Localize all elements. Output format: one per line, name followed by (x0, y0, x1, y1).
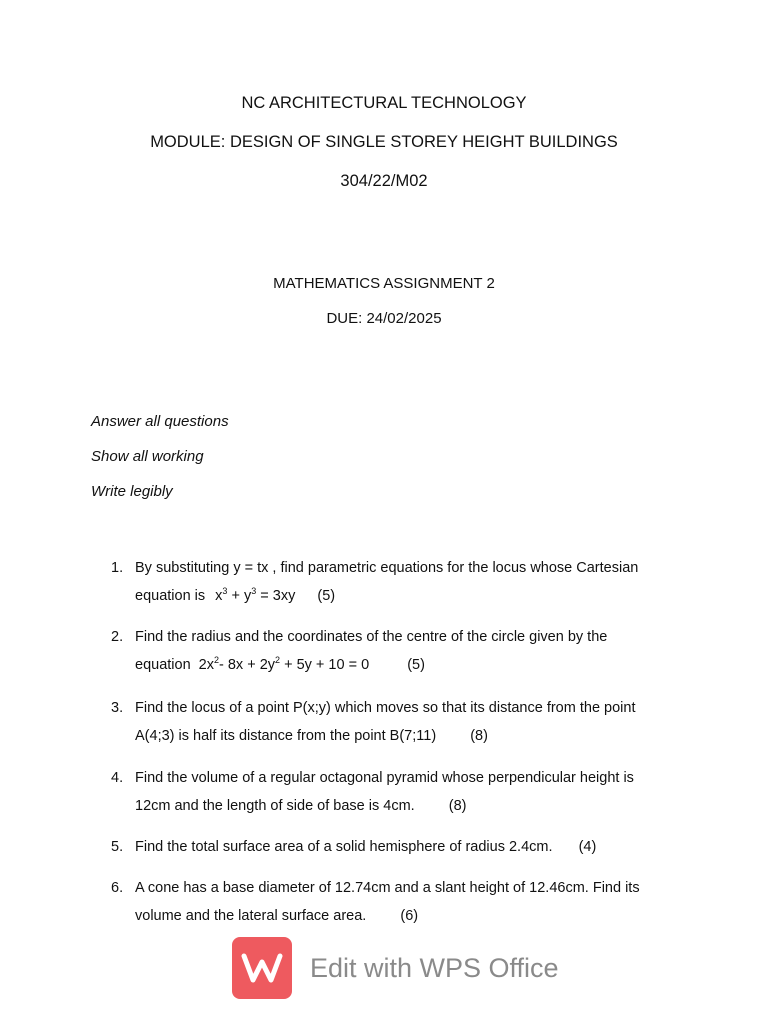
wps-watermark[interactable] (232, 936, 559, 1000)
question-6 (111, 874, 711, 930)
assignment-title: MATHEMATICS ASSIGNMENT 2 (273, 275, 495, 292)
question-line: 12cm and the length of side of base is 4cm. (8) (135, 798, 467, 814)
question-equation: equation $2x^2-$ $8x + 2y^2 + 5y + 10 = 0$ (5) (135, 655, 425, 673)
question-marks: (8) (448, 798, 467, 814)
instruction-3: Write legibly (91, 483, 173, 500)
question-line: Find the volume of a regular octagonal pyramid whose perpendicular height is (135, 770, 634, 786)
question-line: Find the radius and the coordinates of the centre of the circle given by the (135, 629, 608, 645)
wps-edit-label[interactable]: Edit with WPS Office (310, 952, 559, 983)
due-date: DUE: 24/02/2025 (326, 310, 442, 327)
question-marks: (4) (578, 839, 597, 855)
question-number: 6. (111, 880, 124, 896)
question-marks: (5) (407, 657, 425, 673)
question-line: A(4;3) is half its distance from the point B(7;11) (8) (135, 728, 488, 744)
question-number: 1. (111, 560, 124, 576)
doc-title: NC ARCHITECTURAL TECHNOLOGY (241, 94, 527, 112)
question-line: Find the total surface area of a solid hemisphere of radius 2.4cm. (4) (135, 839, 597, 855)
instruction-1: Answer all questions (91, 413, 229, 430)
question-marks: (8) (470, 728, 488, 744)
instruction-2: Show all working (91, 448, 204, 465)
question-marks: (6) (400, 908, 419, 924)
module-title: MODULE: DESIGN OF SINGLE STOREY HEIGHT BUILDINGS (150, 133, 618, 151)
question-line: volume and the lateral surface area. (6) (135, 908, 419, 924)
question-5 (111, 833, 711, 861)
question-line: Find the locus of a point P(x;y) which moves so that its distance from the point (135, 700, 636, 716)
question-1 (111, 554, 711, 610)
question-number: 3. (111, 700, 124, 716)
question-equation: equation is $x^3 + y^3 = 3xy$ (5) (135, 586, 336, 604)
wps-logo-icon (232, 937, 292, 999)
module-code: 304/22/M02 (340, 172, 428, 190)
question-line: A cone has a base diameter of 12.74cm and a slant height of 12.46cm. Find its (135, 880, 640, 896)
question-line: By substituting y = tx , find parametric equations for the locus whose Cartesian (135, 560, 639, 576)
question-2 (111, 623, 711, 679)
question-marks: (5) (317, 588, 336, 604)
question-number: 5. (111, 839, 124, 855)
question-4 (111, 764, 711, 820)
question-number: 2. (111, 629, 124, 645)
question-3 (111, 694, 711, 750)
question-number: 4. (111, 770, 124, 786)
